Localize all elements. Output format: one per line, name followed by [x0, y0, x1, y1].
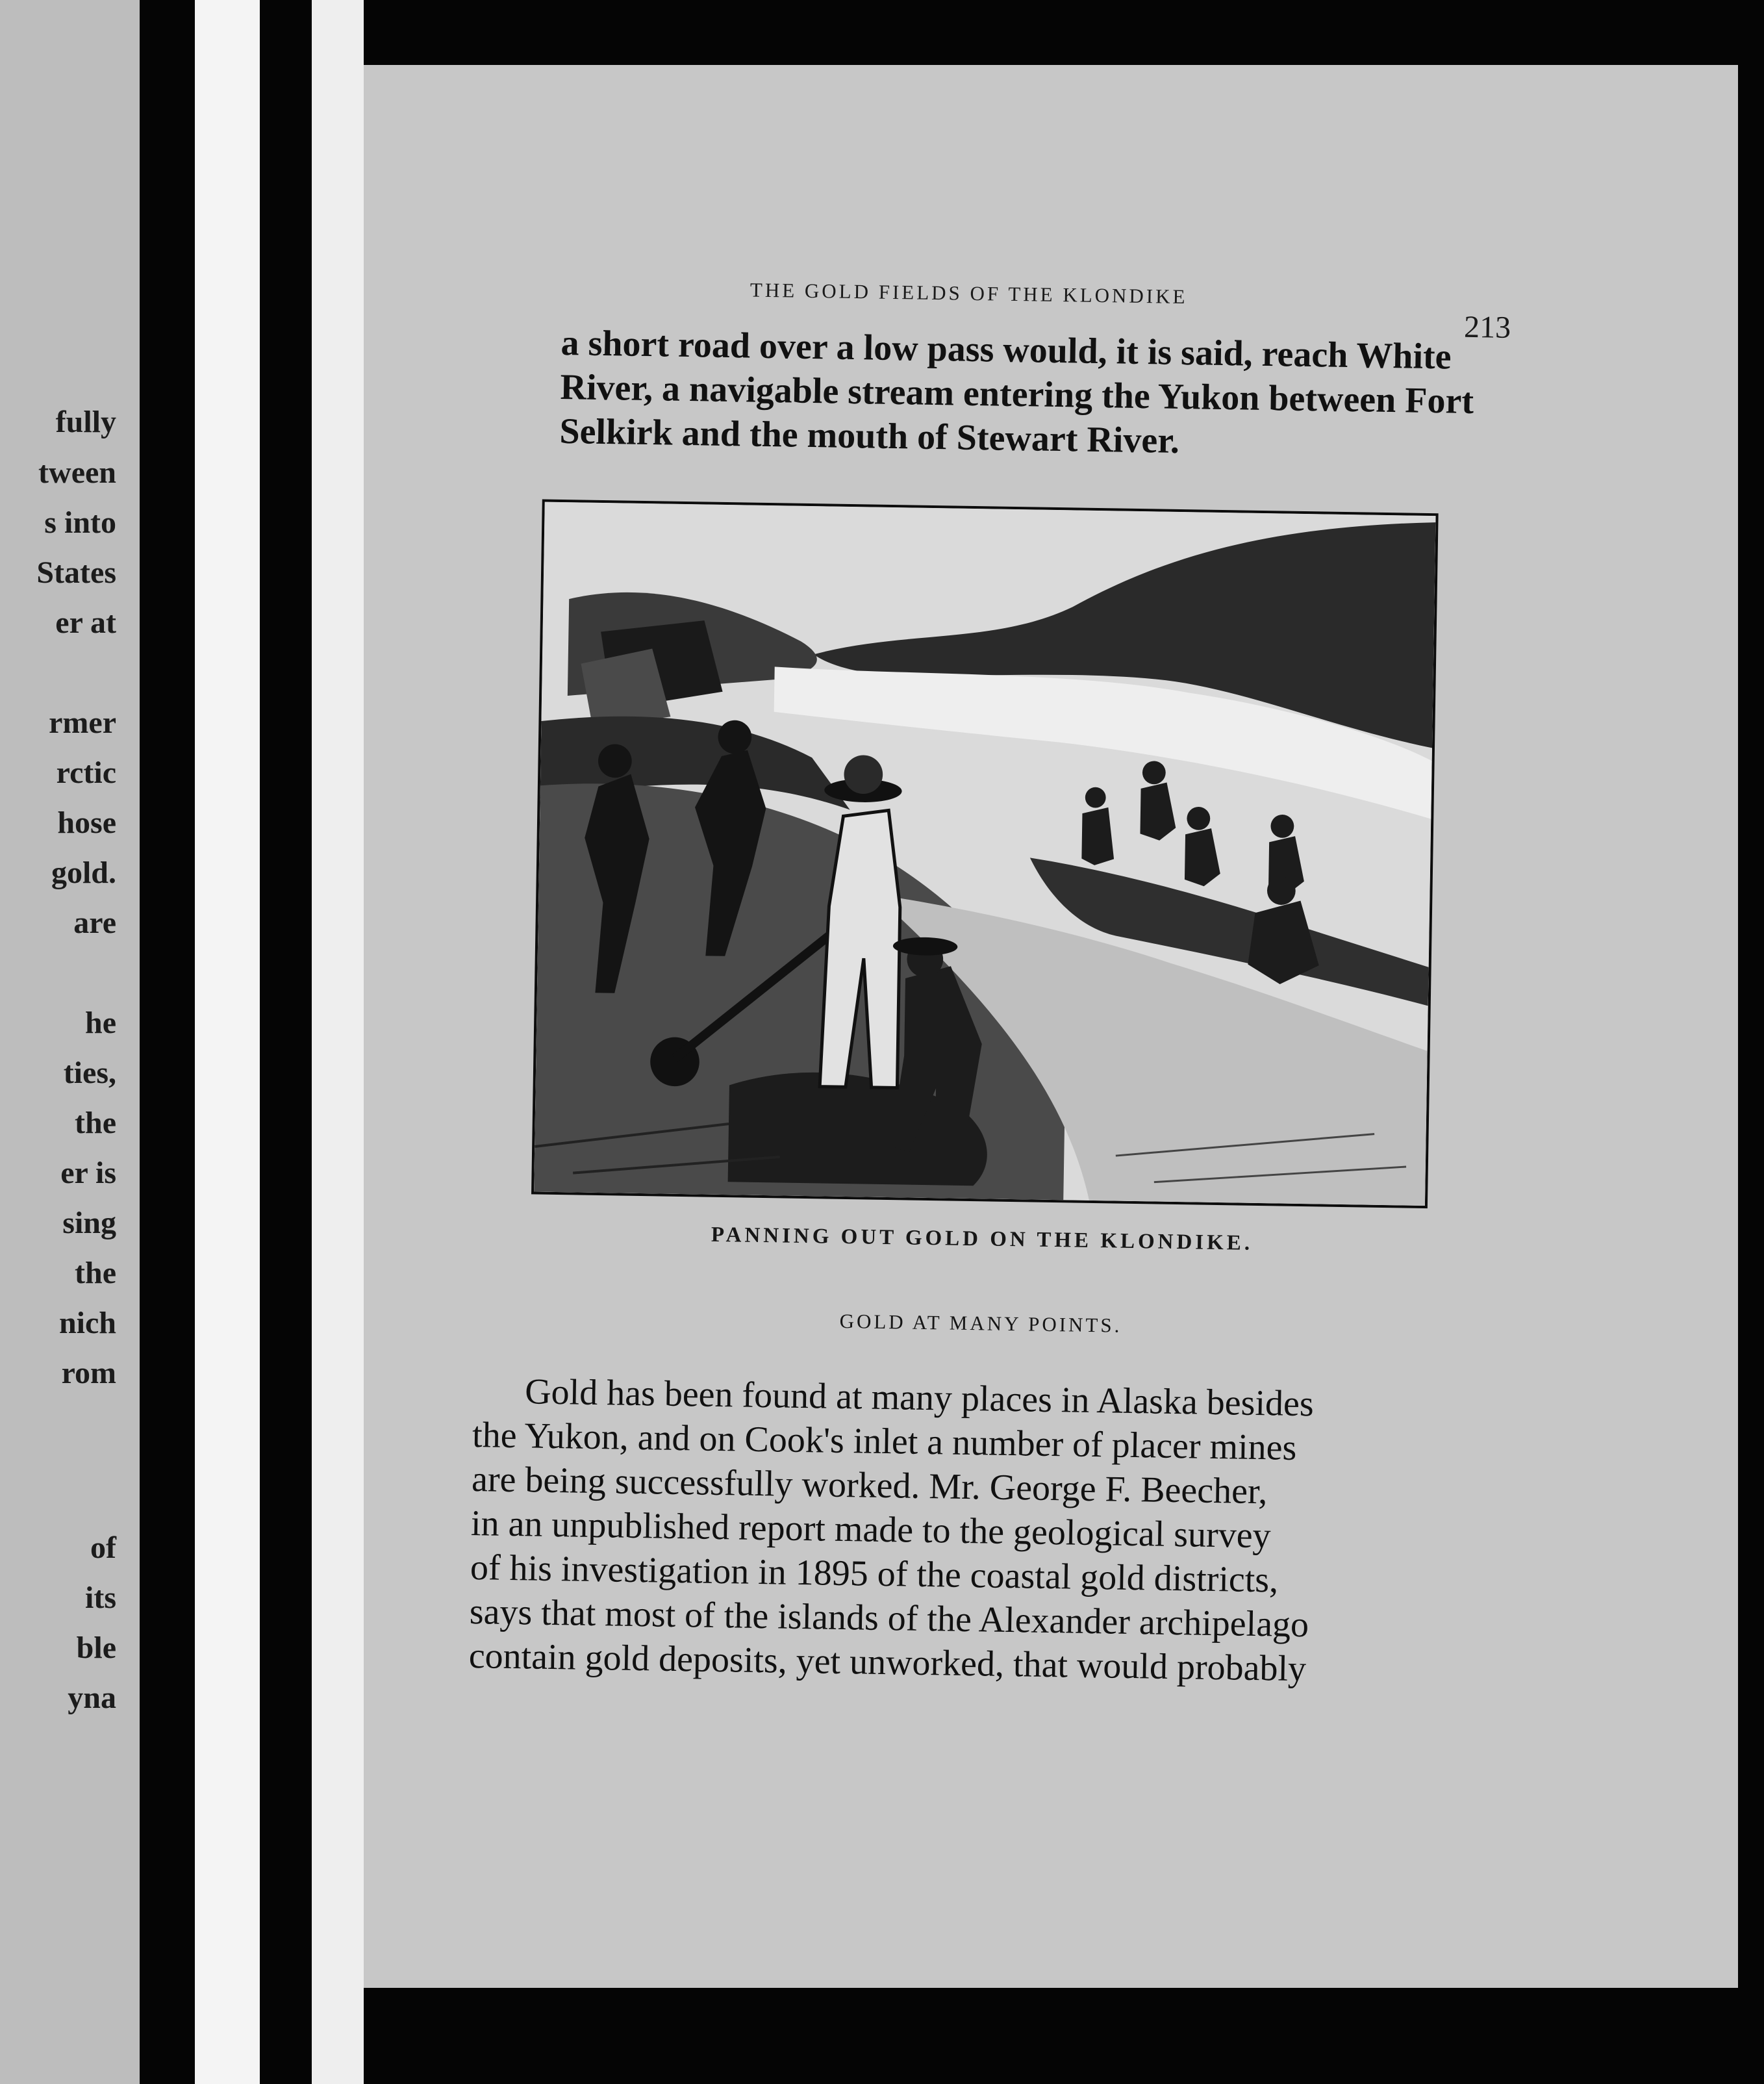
left-page-text: yna	[68, 1681, 116, 1715]
page-content	[347, 55, 1751, 1999]
left-page-text: er at	[55, 605, 116, 640]
illustration-caption: PANNING OUT GOLD ON THE KLONDIKE.	[711, 1223, 1254, 1255]
left-page-text: s into	[44, 505, 116, 540]
left-page-text: he	[85, 1006, 116, 1040]
left-page-text: of	[90, 1531, 116, 1565]
page-number: 213	[1463, 309, 1511, 345]
page-edge-strip	[195, 0, 260, 2084]
paragraph-line: of his investigation in 1895 of the coastal gold districts,	[470, 1547, 1279, 1601]
paragraph-line: in an unpublished report made to the geological survey	[470, 1503, 1272, 1557]
left-page-text: nich	[58, 1306, 116, 1340]
left-page-text: rom	[61, 1356, 116, 1390]
left-page-text: the	[75, 1256, 116, 1290]
top-paragraph	[559, 321, 1503, 468]
left-page-fragment	[0, 0, 140, 2084]
paragraph-line: River, a navigable stream entering the Yukon between Fort	[560, 366, 1474, 422]
left-page-text: ties,	[63, 1056, 116, 1090]
panning-gold-engraving	[534, 502, 1436, 1206]
body-paragraph	[468, 1369, 1460, 1694]
paragraph-line: are being successfully worked. Mr. George F. Beecher,	[471, 1459, 1268, 1512]
left-page-text: the	[75, 1106, 116, 1140]
left-page-text: are	[73, 906, 116, 940]
paragraph-line: says that most of the islands of the Alexander archipelago	[469, 1591, 1309, 1646]
left-page-text: tween	[38, 455, 116, 490]
left-page-text: sing	[62, 1206, 116, 1240]
paragraph-line: a short road over a low pass would, it is said, reach White	[561, 322, 1452, 377]
paragraph-line: Gold has been found at many places in Alaska besides	[524, 1371, 1315, 1425]
running-head: THE GOLD FIELDS OF THE KLONDIKE	[750, 278, 1188, 309]
paragraph-line: the Yukon, and on Cook's inlet a number of placer mines	[472, 1415, 1297, 1468]
book-page	[364, 65, 1738, 1988]
left-page-text: hose	[57, 806, 116, 840]
paragraph-line: Selkirk and the mouth of Stewart River.	[559, 411, 1180, 461]
left-page-text: gold.	[51, 856, 116, 890]
left-page-text: er is	[60, 1156, 116, 1190]
mining-illustration	[531, 500, 1439, 1209]
left-page-text: fully	[55, 405, 116, 439]
paragraph-line: contain gold deposits, yet unworked, that would probably	[468, 1635, 1307, 1690]
left-page-text: its	[85, 1581, 116, 1615]
section-heading: GOLD AT MANY POINTS.	[839, 1309, 1122, 1337]
left-page-text: ble	[76, 1631, 116, 1665]
left-page-text: rmer	[49, 705, 116, 740]
left-page-text: rctic	[56, 756, 116, 790]
left-page-text: States	[36, 555, 116, 590]
